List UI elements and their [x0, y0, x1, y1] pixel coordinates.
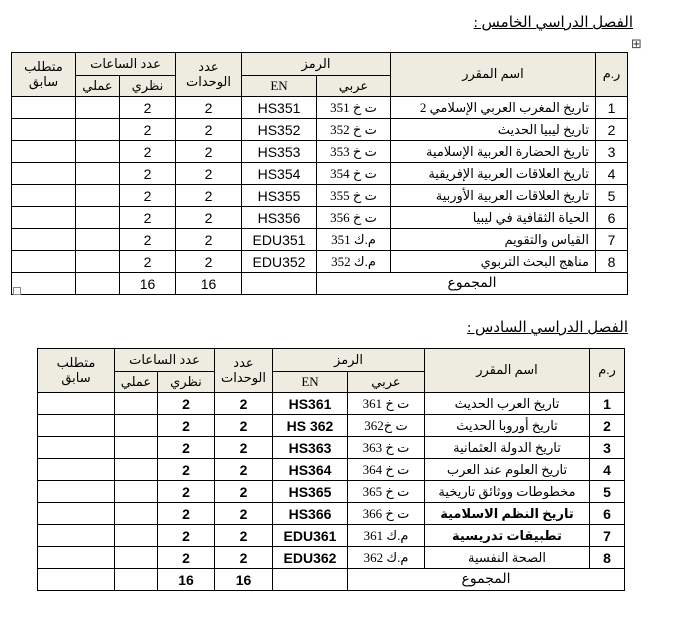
theory-hours-cell: 2 [119, 163, 175, 185]
header-cell-hours-theory: نظري [119, 76, 175, 97]
practical-hours-cell [114, 481, 157, 503]
table-row [37, 525, 624, 547]
header-cell-code-group: الرمز [241, 53, 390, 76]
course-name-cell: تاريخ الحضارة العربية الإسلامية [391, 141, 596, 163]
prerequisite-cell [11, 163, 75, 185]
code-en-cell: HS361 [272, 393, 347, 415]
prerequisite-cell [37, 503, 114, 525]
prerequisite-cell [37, 481, 114, 503]
total-row [37, 569, 624, 591]
practical-hours-cell [75, 207, 119, 229]
total-row [11, 273, 627, 295]
serial-cell: 3 [596, 141, 628, 163]
code-en-cell: HS356 [241, 207, 316, 229]
units-cell: 2 [175, 163, 241, 185]
table-row [37, 459, 624, 481]
prerequisite-cell [11, 97, 75, 119]
table-row [11, 97, 627, 119]
code-en-cell: HS 362 [272, 415, 347, 437]
total-practical-cell [75, 273, 119, 295]
table-row [11, 207, 627, 229]
practical-hours-cell [75, 97, 119, 119]
practical-hours-cell [114, 547, 157, 569]
header-cell-units: عدد الوحدات [214, 349, 272, 393]
header-cell-code-arabic: عربي [317, 76, 391, 97]
units-cell: 2 [175, 229, 241, 251]
table-body [11, 97, 627, 273]
serial-cell: 2 [596, 119, 628, 141]
header-row-1 [37, 349, 624, 372]
serial-cell: 3 [590, 437, 625, 459]
units-cell: 2 [175, 251, 241, 273]
code-arabic-cell: ت خ 356 [317, 207, 391, 229]
semester6-title: الفصل الدراسي السادس : [467, 320, 628, 336]
prerequisite-cell [11, 119, 75, 141]
table-footer [11, 273, 627, 295]
units-cell: 2 [214, 547, 272, 569]
code-arabic-cell: ت خ 355 [317, 185, 391, 207]
table-row [11, 229, 627, 251]
code-en-cell: HS354 [241, 163, 316, 185]
header-cell-course-name: اسم المقرر [391, 53, 596, 97]
header-row-1 [11, 53, 627, 76]
serial-cell: 1 [596, 97, 628, 119]
code-arabic-cell: ت خ 352 [317, 119, 391, 141]
theory-hours-cell: 2 [157, 547, 214, 569]
units-cell: 2 [214, 525, 272, 547]
theory-hours-cell: 2 [119, 97, 175, 119]
serial-cell: 6 [590, 503, 625, 525]
header-cell-hours-practical: عملي [114, 372, 157, 393]
table-row [37, 547, 624, 569]
serial-cell: 5 [596, 185, 628, 207]
header-cell-units: عدد الوحدات [175, 53, 241, 97]
theory-hours-cell: 2 [157, 459, 214, 481]
course-name-cell: تاريخ العلاقات العربية الإفريقية [391, 163, 596, 185]
table-body [37, 393, 624, 569]
practical-hours-cell [75, 163, 119, 185]
header-cell-prerequisite: متطلب سابق [37, 349, 114, 393]
header-cell-code-en: EN [241, 76, 316, 97]
prerequisite-cell [11, 207, 75, 229]
code-en-cell: HS353 [241, 141, 316, 163]
serial-cell: 8 [596, 251, 628, 273]
serial-cell: 8 [590, 547, 625, 569]
header-cell-course-name: اسم المقرر [425, 349, 590, 393]
header-cell-serial: ر.م [590, 349, 625, 393]
total-label-cell: المجموع [348, 569, 625, 591]
course-name-cell: تاريخ العرب الحديث [425, 393, 590, 415]
serial-cell: 4 [596, 163, 628, 185]
course-name-cell: الصحة النفسية [425, 547, 590, 569]
table-footer [37, 569, 624, 591]
table-row [37, 481, 624, 503]
theory-hours-cell: 2 [119, 207, 175, 229]
code-en-cell: EDU352 [241, 251, 316, 273]
code-en-cell: EDU362 [272, 547, 347, 569]
code-en-cell: HS363 [272, 437, 347, 459]
prerequisite-cell [37, 393, 114, 415]
table-move-anchor-icon[interactable]: ⊞ [631, 37, 642, 52]
course-name-cell: تاريخ أوروبا الحديث [425, 415, 590, 437]
serial-cell: 6 [596, 207, 628, 229]
prerequisite-cell [37, 415, 114, 437]
practical-hours-cell [75, 229, 119, 251]
table-row [11, 163, 627, 185]
theory-hours-cell: 2 [157, 393, 214, 415]
code-arabic-cell: م.ك 361 [348, 525, 425, 547]
code-arabic-cell: ت خ362 [348, 415, 425, 437]
serial-cell: 5 [590, 481, 625, 503]
semester5-table [11, 52, 628, 295]
prerequisite-cell [37, 437, 114, 459]
code-en-cell: EDU361 [272, 525, 347, 547]
course-name-cell: تطبيقات تدريسية [425, 525, 590, 547]
header-cell-code-group: الرمز [272, 349, 424, 372]
code-arabic-cell: ت خ 364 [348, 459, 425, 481]
course-name-cell: تاريخ الدولة العثمانية [425, 437, 590, 459]
theory-hours-cell: 2 [157, 503, 214, 525]
units-cell: 2 [175, 141, 241, 163]
prerequisite-cell [11, 251, 75, 273]
theory-hours-cell: 2 [119, 185, 175, 207]
table-row [37, 415, 624, 437]
practical-hours-cell [75, 141, 119, 163]
course-name-cell: تاريخ العلاقات العربية الأوربية [391, 185, 596, 207]
semester5-title: الفصل الدراسي الخامس : [473, 15, 633, 31]
prerequisite-cell [11, 229, 75, 251]
table-row [11, 141, 627, 163]
table-row [37, 393, 624, 415]
practical-hours-cell [114, 437, 157, 459]
units-cell: 2 [214, 393, 272, 415]
header-cell-code-en: EN [272, 372, 347, 393]
table-row [11, 251, 627, 273]
practical-hours-cell [114, 459, 157, 481]
code-arabic-cell: ت خ 353 [317, 141, 391, 163]
units-cell: 2 [214, 503, 272, 525]
units-cell: 2 [175, 207, 241, 229]
practical-hours-cell [114, 415, 157, 437]
units-cell: 2 [175, 97, 241, 119]
theory-hours-cell: 2 [119, 119, 175, 141]
code-en-cell: HS355 [241, 185, 316, 207]
course-name-cell: مخطوطات ووثائق تاريخية [425, 481, 590, 503]
code-en-cell: HS366 [272, 503, 347, 525]
course-name-cell: الحياة الثقافية في ليبيا [391, 207, 596, 229]
code-arabic-cell: ت خ 354 [317, 163, 391, 185]
prerequisite-cell [37, 459, 114, 481]
semester6-table [37, 348, 625, 591]
practical-hours-cell [114, 393, 157, 415]
table-row [11, 185, 627, 207]
total-prereq-cell [11, 273, 75, 295]
total-label-cell: المجموع [317, 273, 628, 295]
serial-cell: 2 [590, 415, 625, 437]
theory-hours-cell: 2 [119, 251, 175, 273]
header-cell-hours-theory: نظري [157, 372, 214, 393]
header-cell-serial: ر.م [596, 53, 628, 97]
code-arabic-cell: م.ك 352 [317, 251, 391, 273]
practical-hours-cell [75, 251, 119, 273]
units-cell: 2 [175, 119, 241, 141]
course-name-cell: تاريخ العلوم عند العرب [425, 459, 590, 481]
prerequisite-cell [37, 547, 114, 569]
code-en-cell: HS352 [241, 119, 316, 141]
total-units-cell: 16 [175, 273, 241, 295]
table-header [11, 53, 627, 97]
units-cell: 2 [214, 459, 272, 481]
serial-cell: 7 [590, 525, 625, 547]
header-cell-hours-group: عدد الساعات [114, 349, 214, 372]
theory-hours-cell: 2 [119, 141, 175, 163]
table-row [37, 503, 624, 525]
units-cell: 2 [214, 481, 272, 503]
total-units-cell: 16 [214, 569, 272, 591]
table-row [37, 437, 624, 459]
practical-hours-cell [75, 185, 119, 207]
code-arabic-cell: ت خ 363 [348, 437, 425, 459]
total-theory-cell: 16 [119, 273, 175, 295]
header-cell-code-arabic: عربي [348, 372, 425, 393]
theory-hours-cell: 2 [157, 437, 214, 459]
course-name-cell: تاريخ النظم الاسلامية [425, 503, 590, 525]
practical-hours-cell [114, 503, 157, 525]
units-cell: 2 [214, 437, 272, 459]
course-name-cell: تاريخ ليبيا الحديث [391, 119, 596, 141]
total-en-cell [272, 569, 347, 591]
course-name-cell: مناهج البحث التربوي [391, 251, 596, 273]
theory-hours-cell: 2 [157, 525, 214, 547]
table-row [11, 119, 627, 141]
course-name-cell: تاريخ المغرب العربي الإسلامي 2 [391, 97, 596, 119]
total-prereq-cell [37, 569, 114, 591]
table-resize-handle[interactable] [13, 287, 21, 295]
code-arabic-cell: م.ك 362 [348, 547, 425, 569]
serial-cell: 4 [590, 459, 625, 481]
total-practical-cell [114, 569, 157, 591]
code-en-cell: HS351 [241, 97, 316, 119]
code-en-cell: EDU351 [241, 229, 316, 251]
header-cell-prerequisite: متطلب سابق [11, 53, 75, 97]
code-arabic-cell: م.ك 351 [317, 229, 391, 251]
code-en-cell: HS364 [272, 459, 347, 481]
serial-cell: 7 [596, 229, 628, 251]
theory-hours-cell: 2 [157, 481, 214, 503]
course-name-cell: القياس والتقويم [391, 229, 596, 251]
header-cell-hours-group: عدد الساعات [75, 53, 175, 76]
units-cell: 2 [214, 415, 272, 437]
practical-hours-cell [75, 119, 119, 141]
prerequisite-cell [11, 141, 75, 163]
code-arabic-cell: ت خ 366 [348, 503, 425, 525]
prerequisite-cell [11, 185, 75, 207]
theory-hours-cell: 2 [119, 229, 175, 251]
units-cell: 2 [175, 185, 241, 207]
prerequisite-cell [37, 525, 114, 547]
total-theory-cell: 16 [157, 569, 214, 591]
code-arabic-cell: ت خ 361 [348, 393, 425, 415]
table-header [37, 349, 624, 393]
total-en-cell [241, 273, 316, 295]
header-cell-hours-practical: عملي [75, 76, 119, 97]
code-en-cell: HS365 [272, 481, 347, 503]
practical-hours-cell [114, 525, 157, 547]
code-arabic-cell: ت خ 351 [317, 97, 391, 119]
serial-cell: 1 [590, 393, 625, 415]
code-arabic-cell: ت خ 365 [348, 481, 425, 503]
theory-hours-cell: 2 [157, 415, 214, 437]
